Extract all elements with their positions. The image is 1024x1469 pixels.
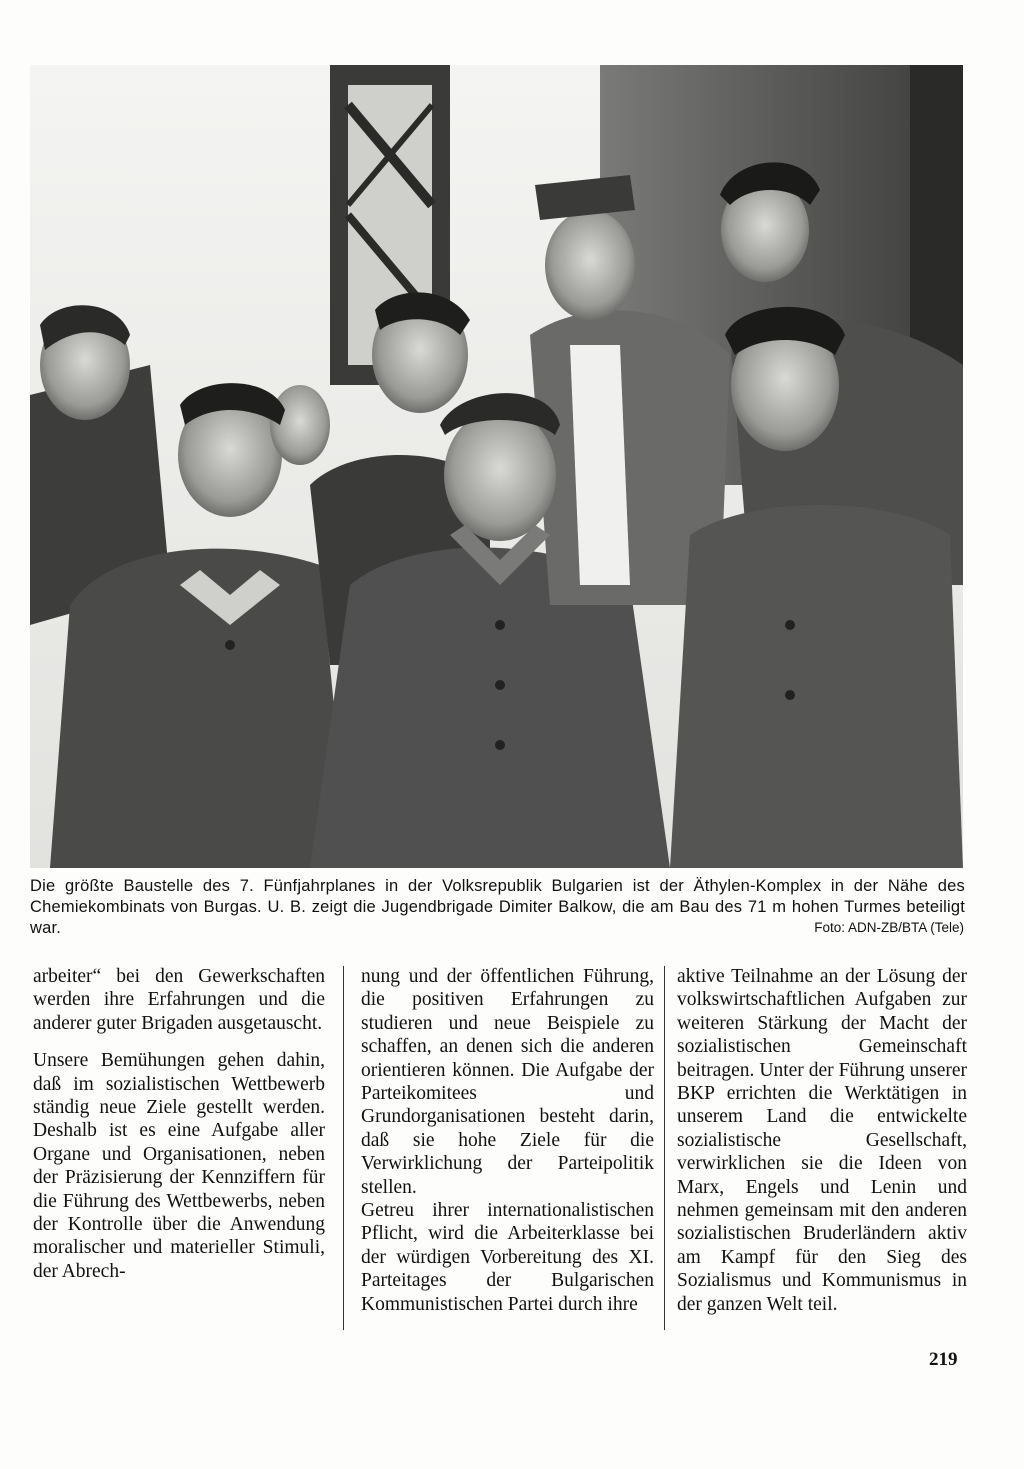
paragraph: nung und der öffentlichen Führung, die positiven Erfahrungen zu studieren und neue Beispiele zu schaffen, an denen sich die anderen orientieren können. Die Aufgabe der Parteikomitees und Grundorganisationen besteht darin, daß sie hohe Ziele für die Verwirklichung der Parteipolitik stellen. [361, 966, 654, 1198]
text-column-2 [361, 965, 654, 1316]
paragraph: Unsere Bemühungen gehen dahin, daß im sozialistischen Wettbewerb ständig neue Ziele gestellt werden. Deshalb ist es eine Aufgabe aller Organe und Organisationen, neben der Präzisierung der Kennziffern für die Führung des Wettbewerbs, neben der Kontrolle über die Anwendung moralischer und materieller Stimuli, der Abrech- [33, 1050, 325, 1282]
text-column-3 [677, 965, 967, 1316]
page-number: 219 [929, 1349, 958, 1370]
column-divider [664, 966, 665, 1330]
text-column-1 [33, 965, 325, 1283]
group-photo [30, 65, 963, 868]
paragraph: aktive Teilnahme an der Lösung der volkswirtschaftlichen Aufgaben zur weiteren Stärkung der Macht der sozialistischen Gemeinschaft beitragen. Unter der Führung unserer BKP errichten die Werktätigen in unserem Land die entwickelte sozialistische Gesellschaft, verwirklichen sie die Ideen von Marx, Engels und Lenin und nehmen gemeinsam mit den anderen sozialistischen Bruderländern aktiv am Kampf für den Sieg des Sozialismus und Kommunismus in der ganzen Welt teil. [677, 966, 967, 1315]
caption-text: Die größte Baustelle des 7. Fünfjahrplanes in der Volksrepublik Bulgarien ist der Äthylen-Komplex in der Nähe des Chemiekombinats von Burgas. U. B. zeigt die Jugendbrigade Dimiter Balkow, die am Bau des 71 m hohen Turmes beteiligt war. [30, 877, 965, 937]
photo-credit: Foto: ADN-ZB/BTA (Tele) [814, 920, 964, 935]
column-divider [343, 966, 344, 1330]
paragraph: arbeiter“ bei den Gewerkschaften werden ihre Erfahrungen und die anderer guter Brigaden ausgetauscht. [33, 966, 325, 1034]
paragraph: Getreu ihrer internationalistischen Pflicht, wird die Arbeiterklasse bei der würdigen Vorbereitung des XI. Parteitages der Bulgarischen Kommunistischen Partei durch ihre [361, 1200, 654, 1315]
photo-illustration [30, 65, 963, 868]
